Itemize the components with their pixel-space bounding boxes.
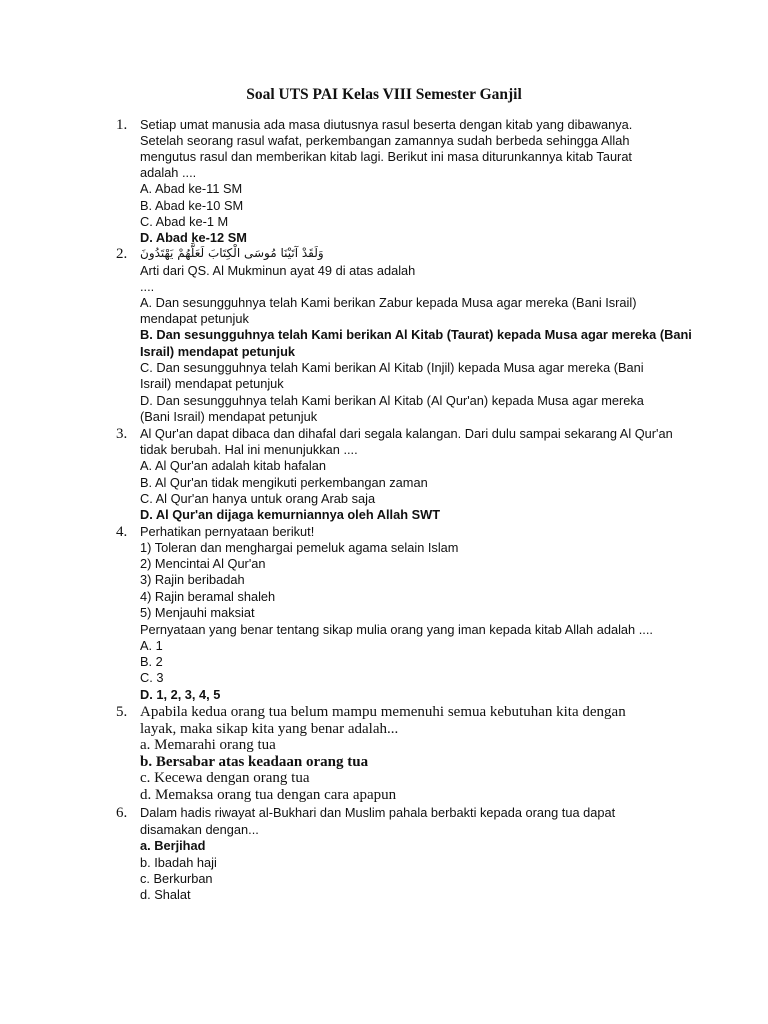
question-text-line: tidak berubah. Hal ini menunjukkan .... [140,442,358,457]
option-a: A. Al Qur'an adalah kitab hafalan [140,458,326,473]
document-title: Soal UTS PAI Kelas VIII Semester Ganjil [246,86,522,103]
option-d-answer: D. Abad ke-12 SM [140,230,247,245]
option-a: a. Memarahi orang tua [140,737,276,753]
option-d: d. Shalat [140,887,191,902]
question-text-line: mengutus rasul dan memberikan kitab lagi. Berikut ini masa diturunkannya kitab Taurat [140,149,632,164]
option-c: C. Dan sesungguhnya telah Kami berikan Al Kitab (Injil) kepada Musa agar mereka (Bani [140,360,644,375]
arabic-verse: وَلَقَدْ آتَيْنَا مُوسَى الْكِتَابَ لَعَلَّهُمْ يَهْتَدُونَ [140,246,324,260]
option-a: A. Dan sesungguhnya telah Kami berikan Zabur kepada Musa agar mereka (Bani Israil) [140,295,637,310]
question-text-line: Al Qur'an dapat dibaca dan dihafal dari segala kalangan. Dari dulu sampai sekarang Al Qur'an [140,426,673,441]
question-text-line: Perhatikan pernyataan berikut! [140,524,315,539]
option-c: C. Abad ke-1 M [140,214,229,229]
option-b-answer: B. Dan sesungguhnya telah Kami berikan Al Kitab (Taurat) kepada Musa agar mereka (Bani [140,327,692,342]
option-c: C. 3 [140,670,164,685]
option-d-answer: D. Al Qur'an dijaga kemurniannya oleh Allah SWT [140,507,441,522]
question-number: 3. [116,426,128,442]
option-c: c. Kecewa dengan orang tua [140,770,310,786]
option-d-answer: D. 1, 2, 3, 4, 5 [140,687,221,702]
option-b: B. Abad ke-10 SM [140,198,244,213]
question-text-line: Dalam hadis riwayat al-Bukhari dan Muslim pahala berbakti kepada orang tua dapat [140,805,616,820]
statement-2: 2) Mencintai Al Qur'an [140,556,266,571]
option-d: d. Memaksa orang tua dengan cara apapun [140,787,397,803]
option-b: b. Ibadah haji [140,855,217,870]
question-text-line: Pernyataan yang benar tentang sikap mulia orang yang iman kepada kitab Allah adalah .... [140,622,653,637]
option-a-cont: mendapat petunjuk [140,311,249,326]
option-d: D. Dan sesungguhnya telah Kami berikan Al Kitab (Al Qur'an) kepada Musa agar mereka [140,393,644,408]
option-b: B. 2 [140,654,163,669]
option-c: C. Al Qur'an hanya untuk orang Arab saja [140,491,376,506]
statement-1: 1) Toleran dan menghargai pemeluk agama selain Islam [140,540,459,555]
question-text-line: layak, maka sikap kita yang benar adalah... [140,721,399,737]
option-a: A. 1 [140,638,163,653]
question-number: 1. [116,117,128,133]
option-d-cont: (Bani Israil) mendapat petunjuk [140,409,318,424]
option-c: c. Berkurban [140,871,213,886]
question-number: 6. [116,805,128,821]
question-text-line: adalah .... [140,165,197,180]
option-b-answer-cont: Israil) mendapat petunjuk [140,344,296,359]
question-number: 5. [116,704,128,720]
statement-4: 4) Rajin beramal shaleh [140,589,276,604]
statement-5: 5) Menjauhi maksiat [140,605,255,620]
question-text-line: Setelah seorang rasul wafat, perkembangan zamannya sudah berbeda sehingga Allah [140,133,630,148]
option-b: B. Al Qur'an tidak mengikuti perkembangan zaman [140,475,428,490]
question-text-line: Apabila kedua orang tua belum mampu memenuhi semua kebutuhan kita dengan [140,704,626,720]
option-a: A. Abad ke-11 SM [140,181,243,196]
option-c-cont: Israil) mendapat petunjuk [140,376,284,391]
question-text-line: Setiap umat manusia ada masa diutusnya rasul beserta dengan kitab yang dibawanya. [140,117,633,132]
question-number: 2. [116,246,128,262]
question-text-line: .... [140,279,155,294]
question-text-line: Arti dari QS. Al Mukminun ayat 49 di atas adalah [140,263,416,278]
question-number: 4. [116,524,128,540]
statement-3: 3) Rajin beribadah [140,572,245,587]
option-b-answer: b. Bersabar atas keadaan orang tua [140,754,369,770]
option-a-answer: a. Berjihad [140,838,206,853]
question-text-line: disamakan dengan... [140,822,259,837]
